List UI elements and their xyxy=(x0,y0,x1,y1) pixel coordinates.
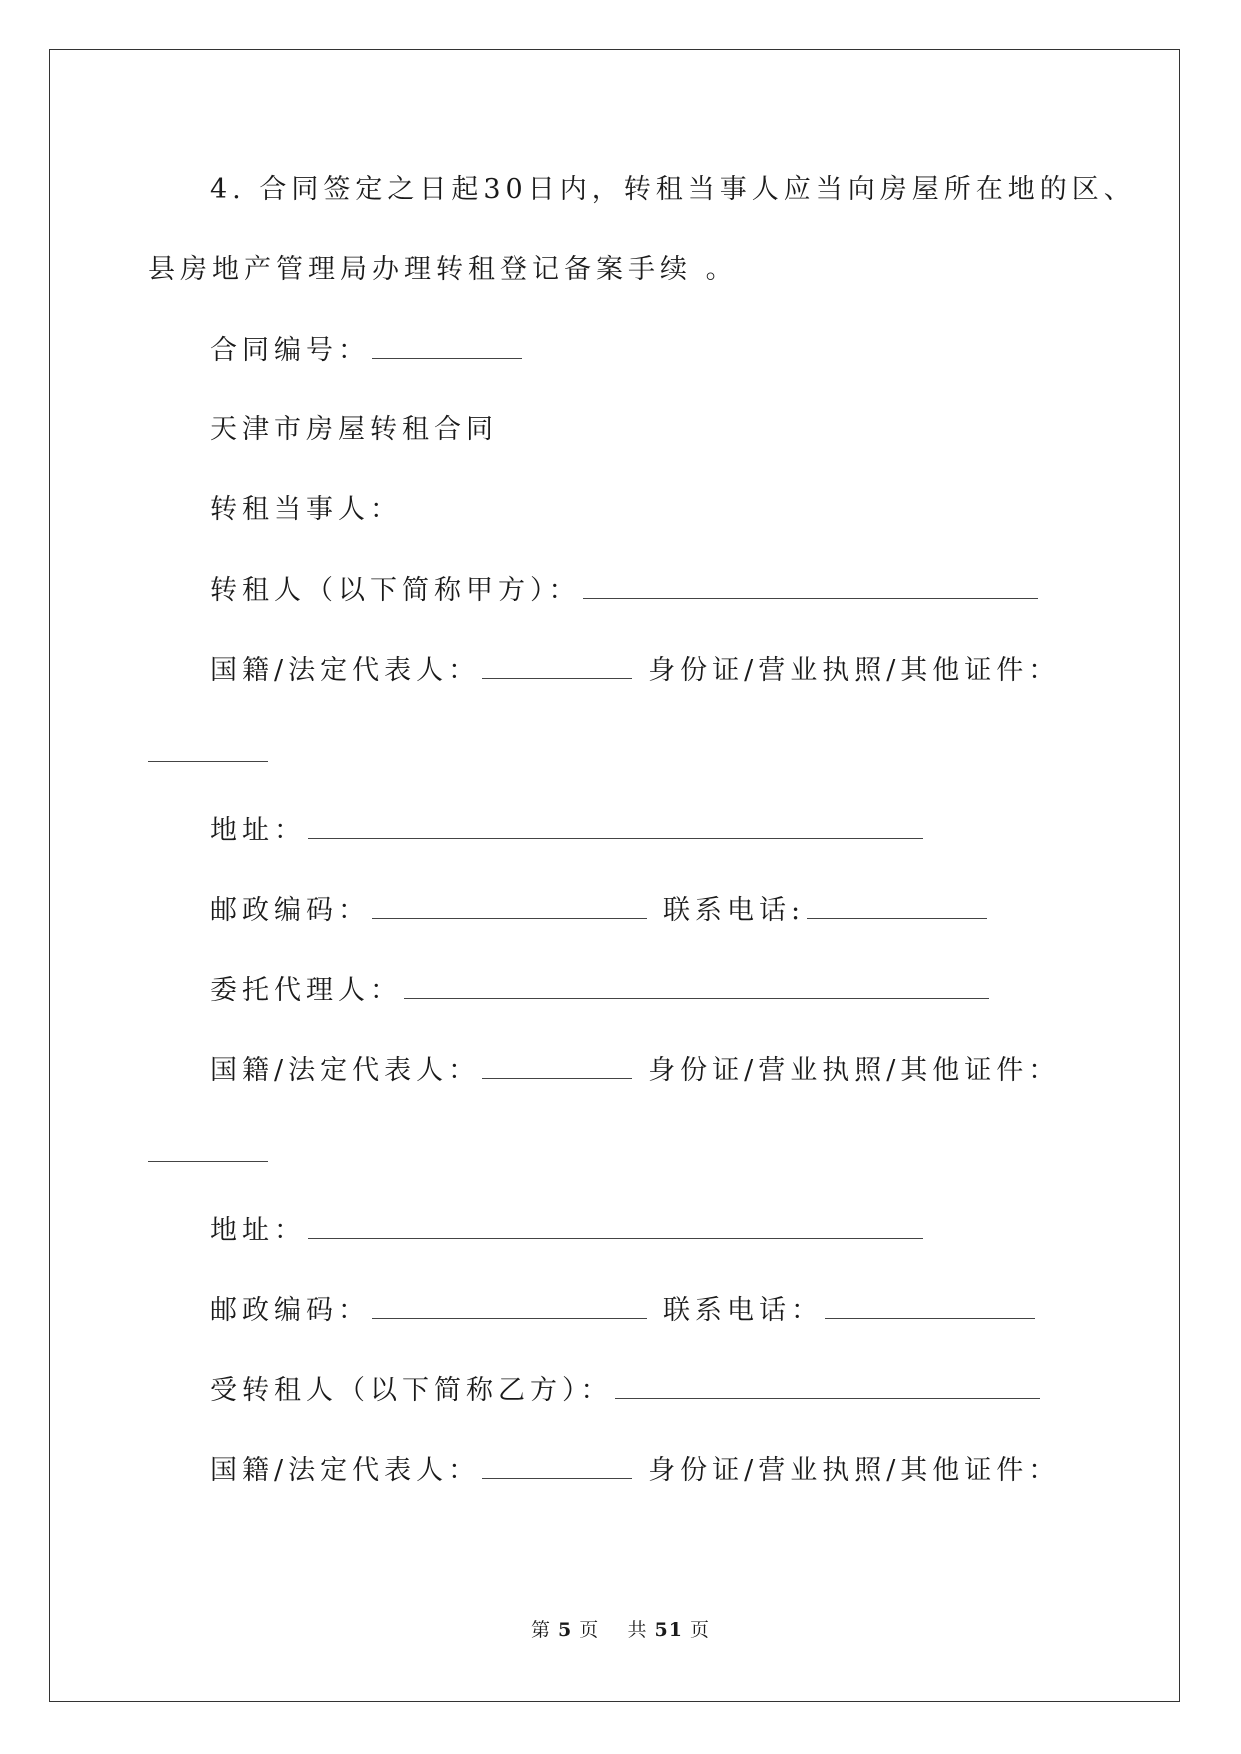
id-doc-blank-2[interactable] xyxy=(148,1160,268,1162)
footer-prefix: 第 xyxy=(530,1619,551,1641)
postcode-blank-1[interactable] xyxy=(372,896,647,919)
nationality-label-1: 国籍/法定代表人： xyxy=(210,655,481,686)
id-doc-label-2: 身份证/营业执照/其他证件： xyxy=(648,1055,1061,1086)
contract-title: 天津市房屋转租合同 xyxy=(210,414,498,445)
address-label-2: 地址： xyxy=(210,1215,306,1246)
nationality-blank-3[interactable] xyxy=(482,1456,632,1479)
phone-blank-2[interactable] xyxy=(825,1296,1035,1319)
party-a-label: 转租人（以下简称甲方）： xyxy=(210,575,581,606)
address-row-2 xyxy=(210,1216,925,1244)
contract-number-blank[interactable] xyxy=(372,336,522,359)
contract-number-row xyxy=(210,336,524,364)
nationality-row-3 xyxy=(210,1456,1060,1484)
clause-4-line-1: 4. 合同签定之日起30日内，转租当事人应当向房屋所在地的区、 xyxy=(210,174,1136,205)
agent-blank[interactable] xyxy=(404,976,989,999)
party-b-blank[interactable] xyxy=(615,1376,1040,1399)
id-doc-label-1: 身份证/营业执照/其他证件： xyxy=(648,655,1061,686)
postcode-label-1: 邮政编码： xyxy=(210,895,370,926)
agent-row xyxy=(210,976,991,1004)
postcode-row-2 xyxy=(210,1296,1037,1324)
postcode-blank-2[interactable] xyxy=(372,1296,647,1319)
nationality-row-1 xyxy=(210,656,1060,684)
address-blank-1[interactable] xyxy=(308,816,923,839)
footer-page-suffix: 页 xyxy=(579,1619,600,1641)
party-a-row xyxy=(210,576,1040,604)
nationality-row-2 xyxy=(210,1056,1060,1084)
party-a-blank[interactable] xyxy=(583,576,1038,599)
nationality-blank-1[interactable] xyxy=(482,656,632,679)
party-b-label: 受转租人（以下简称乙方）： xyxy=(210,1375,613,1406)
nationality-blank-2[interactable] xyxy=(482,1056,632,1079)
postcode-label-2: 邮政编码： xyxy=(210,1295,370,1326)
nationality-label-3: 国籍/法定代表人： xyxy=(210,1455,481,1486)
phone-blank-1[interactable] xyxy=(807,896,987,919)
parties-heading: 转租当事人： xyxy=(210,494,402,525)
id-doc-label-3: 身份证/营业执照/其他证件： xyxy=(648,1455,1061,1486)
phone-label-2: 联系电话： xyxy=(663,1295,823,1326)
address-blank-2[interactable] xyxy=(308,1216,923,1239)
nationality-label-2: 国籍/法定代表人： xyxy=(210,1055,481,1086)
footer-total-pages: 51 xyxy=(654,1619,683,1641)
contract-number-label: 合同编号： xyxy=(210,335,370,366)
phone-label-1: 联系电话: xyxy=(663,895,806,926)
clause-4-line-2: 县房地产管理局办理转租登记备案手续 。 xyxy=(148,254,738,285)
address-row-1 xyxy=(210,816,925,844)
postcode-row-1 xyxy=(210,896,989,924)
party-b-row xyxy=(210,1376,1042,1404)
id-doc-blank-1[interactable] xyxy=(148,760,268,762)
footer-total-prefix: 共 xyxy=(627,1619,648,1641)
agent-label: 委托代理人： xyxy=(210,975,402,1006)
page-footer xyxy=(0,1615,1241,1642)
footer-page-number: 5 xyxy=(558,1619,573,1641)
address-label-1: 地址： xyxy=(210,815,306,846)
footer-total-suffix: 页 xyxy=(690,1619,711,1641)
